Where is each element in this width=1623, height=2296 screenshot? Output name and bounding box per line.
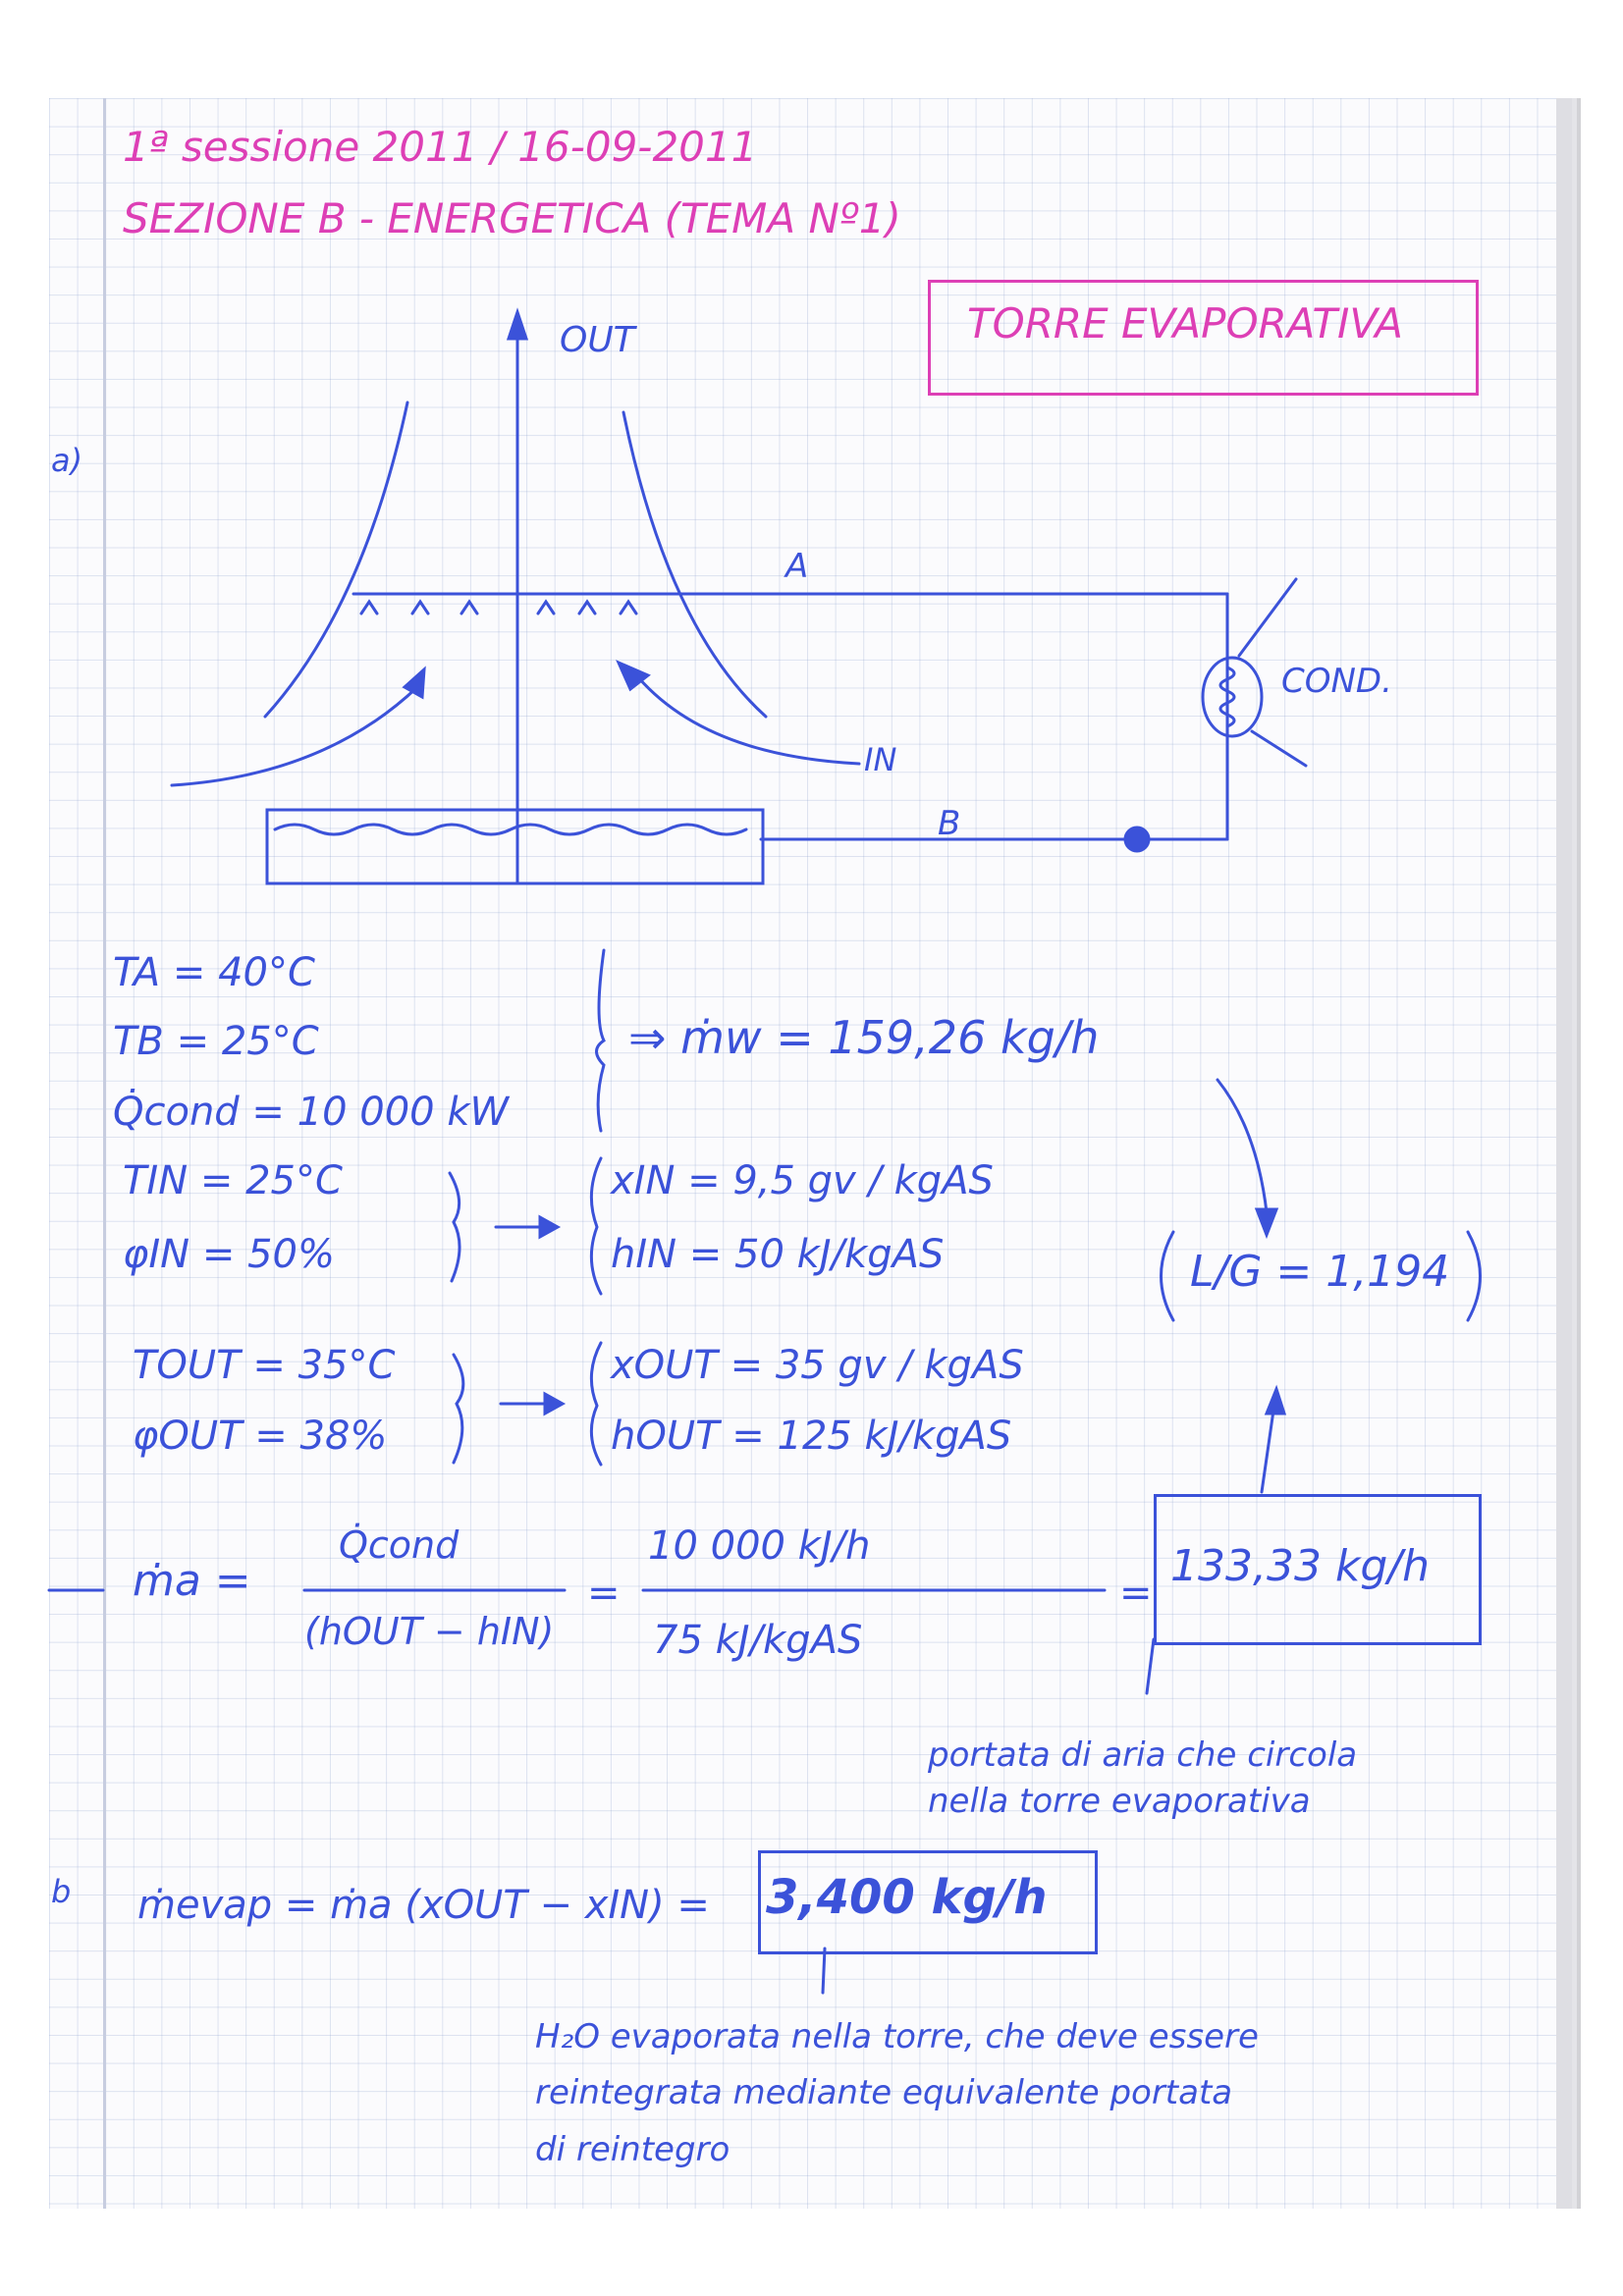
condenser-leader-bottom xyxy=(1252,731,1306,766)
inlet-h: hIN = 50 kJ/kgAS xyxy=(611,1232,945,1277)
inlet-x: xIN = 9,5 gv / kgAS xyxy=(611,1158,994,1203)
water-surface xyxy=(275,825,746,834)
arrow-inlet-head xyxy=(540,1217,558,1237)
label-a: A xyxy=(785,547,809,586)
label-in: IN xyxy=(864,741,897,778)
result-mw: ⇒ ṁw = 159,26 kg/h xyxy=(628,1011,1100,1064)
mass-air-num1: Q̇cond xyxy=(339,1523,460,1567)
equals-1: = xyxy=(587,1571,621,1616)
out-arrowhead xyxy=(509,312,526,339)
margin-mark-b: b xyxy=(51,1873,72,1910)
spray-nozzles xyxy=(361,602,636,614)
arrow-to-ratio-head xyxy=(1257,1209,1276,1235)
basin xyxy=(267,810,763,883)
equals-2: = xyxy=(1119,1571,1153,1616)
outlet-x: xOUT = 35 gv / kgAS xyxy=(611,1343,1024,1388)
arrow-up-to-ratio xyxy=(1262,1404,1274,1492)
mass-evap-note-1: H₂O evaporata nella torre, che deve essere xyxy=(535,2017,1259,2056)
inlet-humidity: φIN = 50% xyxy=(123,1232,335,1277)
margin-mark-a: a) xyxy=(51,442,83,479)
arrow-up-to-ratio-head xyxy=(1267,1389,1284,1414)
given-tb: TB = 25°C xyxy=(113,1019,319,1064)
brace-given xyxy=(597,950,605,1131)
air-inlet-right xyxy=(638,677,859,764)
mass-evap-result: 3,400 kg/h xyxy=(766,1870,1048,1925)
arrow-down-mevap xyxy=(823,1949,825,1993)
label-out: OUT xyxy=(560,320,635,360)
brace-inlet-open xyxy=(591,1158,601,1294)
mass-air-note-2: nella torre evaporativa xyxy=(928,1782,1311,1821)
mass-air-result: 133,33 kg/h xyxy=(1170,1541,1431,1591)
tower-right-wall xyxy=(623,412,766,717)
label-b: B xyxy=(938,804,961,843)
outlet-temperature: TOUT = 35°C xyxy=(133,1343,396,1388)
header-section-line: SEZIONE B - ENERGETICA (TEMA Nº1) xyxy=(123,194,901,242)
air-arrowhead-left xyxy=(405,669,424,697)
mass-evap-note-2: reintegrata mediante equivalente portata xyxy=(535,2073,1233,2112)
label-cond: COND. xyxy=(1281,662,1392,701)
tower-left-wall xyxy=(265,402,407,717)
inlet-temperature: TIN = 25°C xyxy=(123,1158,343,1203)
mass-evap-lhs: ṁevap = ṁa (xOUT − xIN) = xyxy=(137,1883,710,1928)
brace-outlet-close xyxy=(454,1355,463,1463)
condenser-leader-top xyxy=(1239,579,1296,656)
mass-air-note-1: portata di aria che circola xyxy=(928,1735,1358,1775)
arrow-to-ratio xyxy=(1217,1080,1267,1212)
given-ta: TA = 40°C xyxy=(113,950,315,995)
mass-air-num2: 10 000 kJ/h xyxy=(648,1523,871,1569)
given-qcond: Q̇cond = 10 000 kW xyxy=(113,1090,510,1135)
mass-air-den1: (hOUT − hIN) xyxy=(304,1610,555,1653)
pump-icon xyxy=(1125,828,1149,851)
title-torre-evaporativa: TORRE EVAPORATIVA xyxy=(967,299,1404,347)
ratio-l-g: L/G = 1,194 xyxy=(1190,1247,1450,1297)
air-inlet-left xyxy=(172,687,417,785)
outlet-humidity: φOUT = 38% xyxy=(133,1414,388,1459)
brace-inlet-close xyxy=(450,1173,460,1281)
arrow-outlet-head xyxy=(545,1394,563,1414)
mass-air-den2: 75 kJ/kgAS xyxy=(653,1618,863,1663)
header-date-line: 1ª sessione 2011 / 16-09-2011 xyxy=(123,123,758,171)
mass-air-lhs: ṁa = xyxy=(133,1556,251,1606)
arrow-down-ma xyxy=(1147,1639,1154,1693)
brace-outlet-open xyxy=(591,1343,601,1465)
outlet-h: hOUT = 125 kJ/kgAS xyxy=(611,1414,1012,1459)
mass-evap-note-3: di reintegro xyxy=(535,2130,730,2169)
